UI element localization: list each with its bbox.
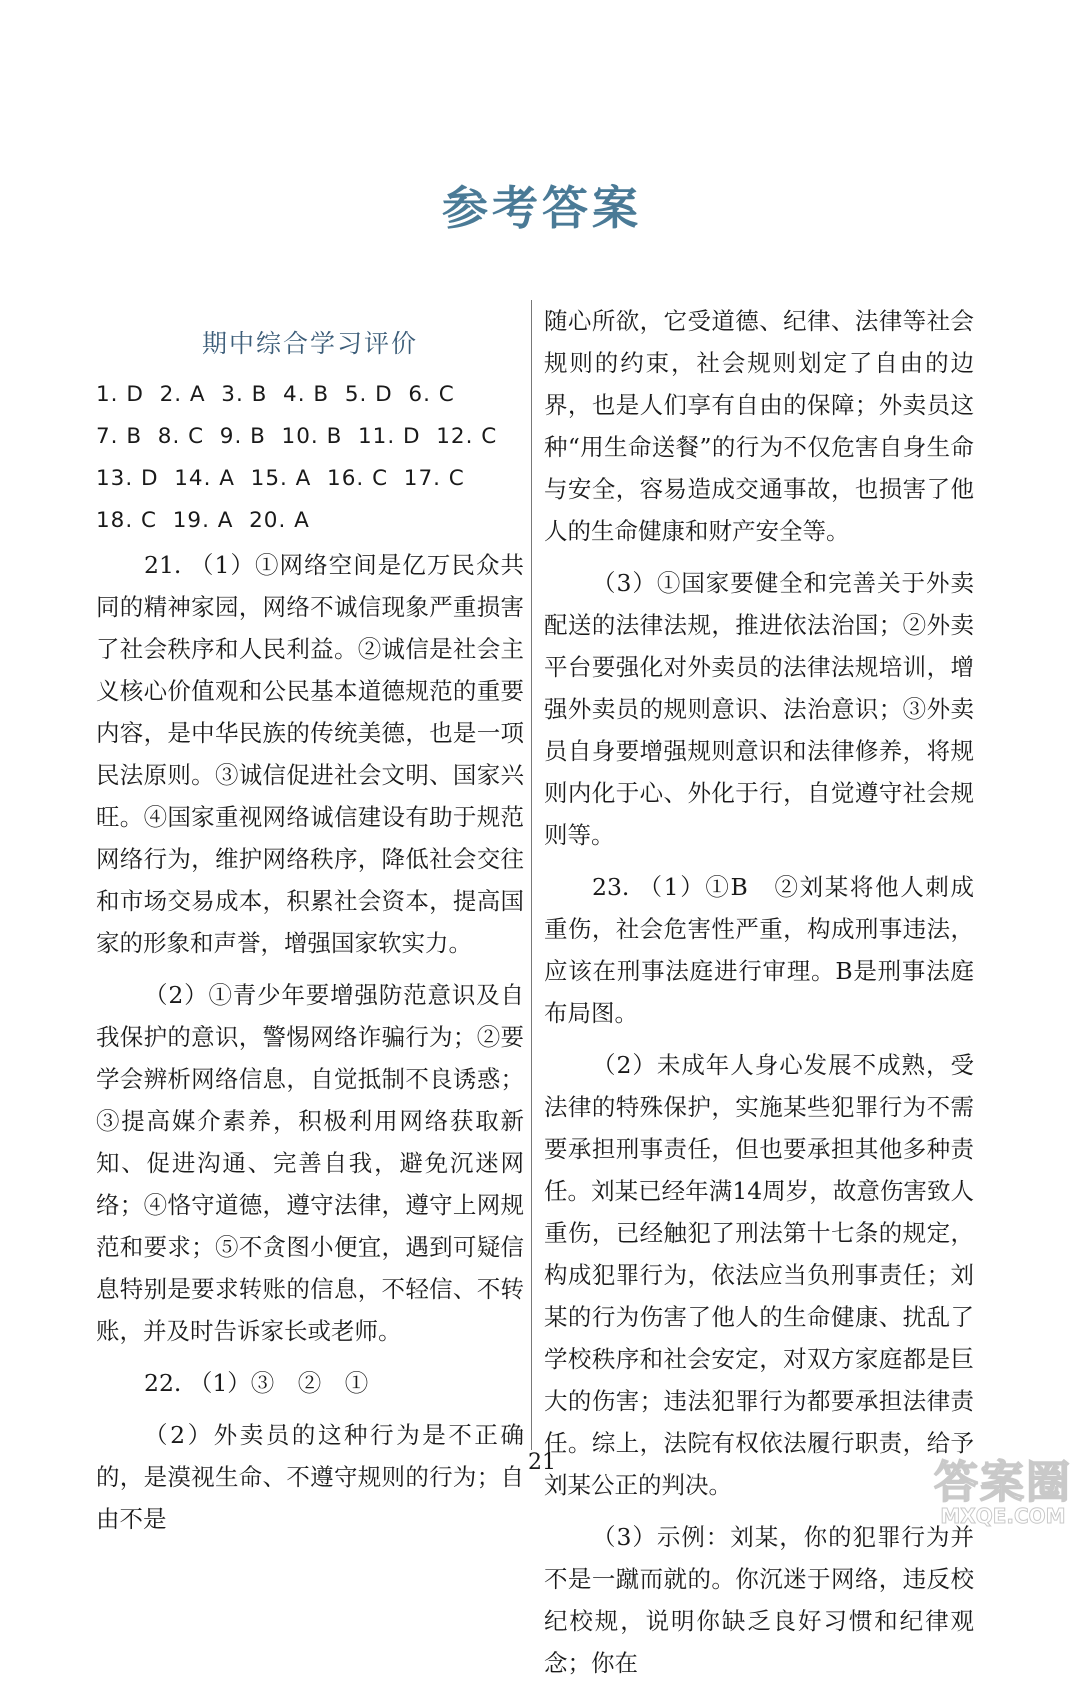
answer-21-1: 21. （1）①网络空间是亿万民众共同的精神家园，网络不诚信现象严重损害了社会秩序和人民利益。②诚信是社会主义核心价值观和公民基本道德规范的重要内容，是中华民族的传统美德，也是一项民法原则。③诚信促进社会文明、国家兴旺。④国家重视网络诚信建设有助于规范网络行为，维护网络秩序，降低社会交往和市场交易成本，积累社会资本，提高国家的形象和声誉，增强国家软实力。 bbox=[96, 551, 524, 957]
answer-23-3: （3）示例：刘某，你的犯罪行为并不是一蹴而就的。你沉迷于网络，违反校纪校规，说明你缺乏良好习惯和纪律观念；你在 bbox=[544, 1523, 974, 1677]
answer-21-2: （2）①青少年要增强防范意识及自我保护的意识，警惕网络诈骗行为；②要学会辨析网络信息，自觉抵制不良诱惑；③提高媒介素养，积极利用网络获取新知、促进沟通、完善自我，避免沉迷网络；④恪守道德，遵守法律，遵守上网规范和要求；⑤不贪图小便宜，遇到可疑信息特别是要求转账的信息，不轻信、不转账，并及时告诉家长或老师。 bbox=[96, 981, 524, 1345]
right-column bbox=[544, 300, 974, 1694]
answer-22-3: （3）①国家要健全和完善关于外卖配送的法律法规，推进依法治国；②外卖平台要强化对外卖员的法律法规培训，增强外卖员的规则意识、法治意识；③外卖员自身要增强规则意识和法律修养，将规则内化于心、外化于行，自觉遵守社会规则等。 bbox=[544, 569, 974, 849]
mc-answers-line-3: 13. D 14. A 15. A 16. C 17. C bbox=[96, 466, 465, 491]
answer-23-1: 23. （1）①B ②刘某将他人刺成重伤，社会危害性严重，构成刑事违法，应该在刑事法庭进行审理。B是刑事法庭布局图。 bbox=[544, 873, 974, 1027]
watermark-logo: 答案圈 bbox=[934, 1457, 1072, 1508]
answer-23-2: （2）未成年人身心发展不成熟，受法律的特殊保护，实施某些犯罪行为不需要承担刑事责任，但也要承担其他多种责任。刘某已经年满14周岁，故意伤害致人重伤，已经触犯了刑法第十七条的规定，构成犯罪行为，依法应当负刑事责任；刘某的行为伤害了他人的生命健康、扰乱了学校秩序和社会安定，对双方家庭都是巨大的伤害；违法犯罪行为都要承担法律责任。综上，法院有权依法履行职责，给予刘某公正的判决。 bbox=[544, 1051, 974, 1499]
section-title: 期中综合学习评价 bbox=[201, 329, 418, 358]
watermark bbox=[928, 1446, 1078, 1530]
answer-22-2-continued: 随心所欲，它受道德、纪律、法律等社会规则的约束，社会规则划定了自由的边界，也是人们享有自由的保障；外卖员这种“用生命送餐”的行为不仅危害自身生命与安全，容易造成交通事故，也损害了他人的生命健康和财产安全等。 bbox=[544, 307, 974, 545]
column-divider bbox=[531, 300, 532, 1450]
answer-22-1: 22. （1）③ ② ① bbox=[144, 1369, 369, 1397]
mc-answers-line-2: 7. B 8. C 9. B 10. B 11. D 12. C bbox=[96, 424, 498, 449]
page-number: 21 bbox=[528, 1450, 556, 1475]
answer-22-2: （2）外卖员的这种行为是不正确的，是漠视生命、不遵守规则的行为；自由不是 bbox=[96, 1421, 524, 1533]
mc-answers-line-4: 18. C 19. A 20. A bbox=[96, 508, 310, 533]
watermark-url: MXQE.COM bbox=[940, 1504, 1066, 1528]
mc-answers-line-1: 1. D 2. A 3. B 4. B 5. D 6. C bbox=[96, 382, 455, 407]
left-column bbox=[96, 298, 524, 1550]
page-title: 参考答案 bbox=[442, 181, 642, 235]
